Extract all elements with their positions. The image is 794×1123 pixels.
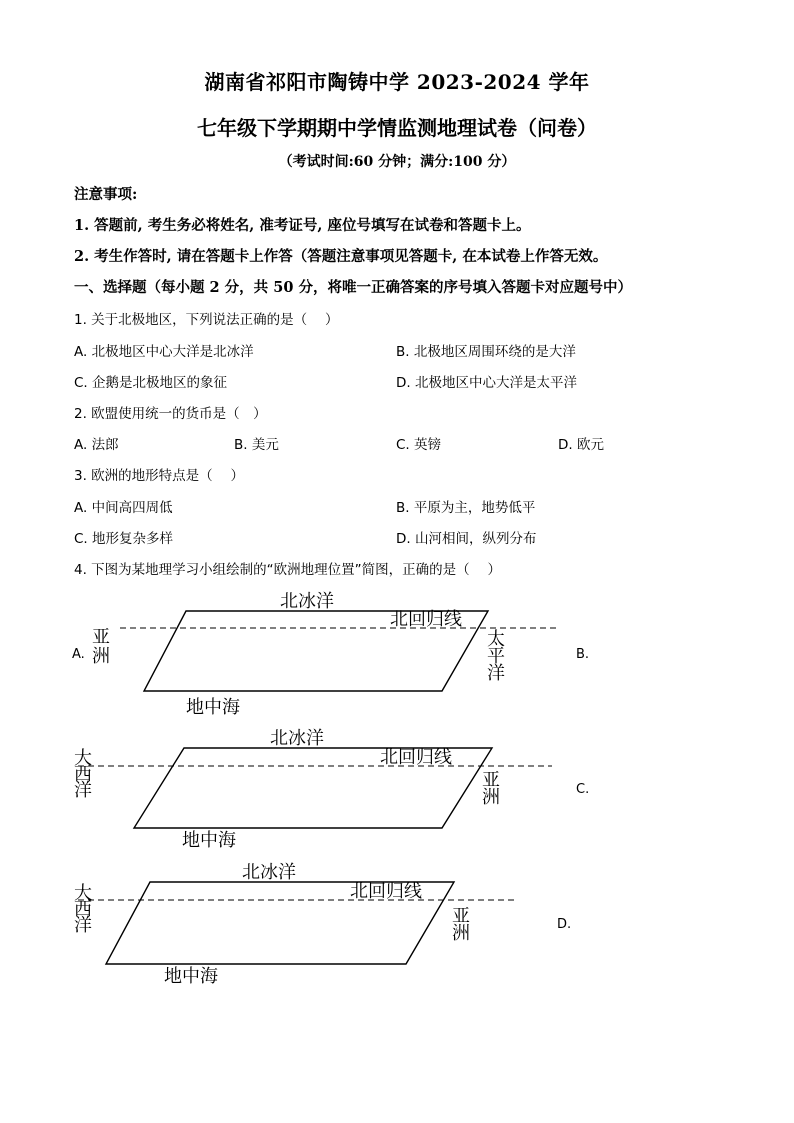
map-c-left-label-3: 洋 [74,915,92,936]
map-c-left-label-1: 大 [74,883,92,904]
question-4-option-b[interactable]: B. [576,647,590,662]
map-c-bottom-label: 地中海 [164,966,218,987]
map-a-right-label-3: 洋 [487,663,505,684]
question-4-option-d[interactable]: D. [557,917,572,932]
section-heading: 一、选择题（每小题 2 分，共 50 分，将唯一正确答案的序号填入答题卡对应题号中） [74,279,632,296]
map-b-left-label-3: 洋 [74,780,92,801]
exam-title-line2: 七年级下学期期中学情监测地理试卷（问卷） [197,116,597,140]
map-a-tropic-label: 北回归线 [390,609,462,630]
map-c-top-label: 北冰洋 [242,862,296,883]
map-option-a[interactable] [68,585,568,718]
map-b-top-label: 北冰洋 [270,728,324,749]
question-2-option-d[interactable]: D. 欧元 [558,437,604,453]
map-a-right-label-2: 平 [487,646,505,667]
question-3-option-b[interactable]: B. 平原为主，地势低平 [396,500,536,516]
map-c-figure [68,856,568,991]
notice-item-2: 2. 考生作答时, 请在答题卡上作答（答题注意事项见答题卡, 在本试卷上作答无效。 [74,248,608,265]
question-1-option-b[interactable]: B. 北极地区周围环绕的是大洋 [396,344,576,360]
map-c-left-label-2: 西 [74,899,92,920]
question-1-option-d[interactable]: D. 北极地区中心大洋是太平洋 [396,375,577,391]
map-option-b[interactable] [68,722,568,852]
map-a-left-label-1: 亚 [92,627,110,648]
map-b-left-label-1: 大 [74,748,92,769]
question-3-stem: 3. 欧洲的地形特点是（ ） [74,468,244,484]
question-2-option-a[interactable]: A. 法郎 [74,437,119,453]
map-a-top-label: 北冰洋 [280,591,334,612]
question-1-stem: 1. 关于北极地区，下列说法正确的是（ ） [74,312,339,328]
map-a-figure [68,585,568,720]
question-3-option-c[interactable]: C. 地形复杂多样 [74,531,174,547]
question-4-option-c[interactable]: C. [576,782,590,797]
map-a-right-label-1: 太 [487,629,505,650]
map-b-right-label-2: 洲 [482,787,500,808]
map-b-bottom-label: 地中海 [182,830,236,851]
map-a-bottom-label: 地中海 [186,697,240,718]
map-b-figure [68,722,568,857]
question-4-option-a[interactable]: A. [72,647,85,662]
question-3-option-a[interactable]: A. 中间高四周低 [74,500,173,516]
question-4-stem: 4. 下图为某地理学习小组绘制的“欧洲地理位置”简图，正确的是（ ） [74,562,501,578]
exam-subtitle: （考试时间:60 分钟；满分:100 分） [278,154,516,170]
map-a-left-label-2: 洲 [92,646,110,667]
notice-heading: 注意事项: [74,186,138,203]
exam-title-line1: 湖南省祁阳市陶铸中学 2023-2024 学年 [204,70,590,94]
question-2-stem: 2. 欧盟使用统一的货币是（ ） [74,406,267,422]
map-option-c[interactable] [68,856,568,986]
map-b-left-label-2: 西 [74,764,92,785]
question-1-option-c[interactable]: C. 企鹅是北极地区的象征 [74,375,228,391]
map-c-right-label-1: 亚 [452,906,470,927]
question-2-option-c[interactable]: C. 英镑 [396,437,442,453]
question-2-option-b[interactable]: B. 美元 [234,437,279,453]
map-c-right-label-2: 洲 [452,923,470,944]
map-c-tropic-label: 北回归线 [350,881,422,902]
map-b-tropic-label: 北回归线 [380,747,452,768]
notice-item-1: 1. 答题前, 考生务必将姓名, 准考证号, 座位号填写在试卷和答题卡上。 [74,217,531,234]
question-1-option-a[interactable]: A. 北极地区中心大洋是北冰洋 [74,344,254,360]
question-3-option-d[interactable]: D. 山河相间，纵列分布 [396,531,537,547]
map-b-right-label-1: 亚 [482,770,500,791]
